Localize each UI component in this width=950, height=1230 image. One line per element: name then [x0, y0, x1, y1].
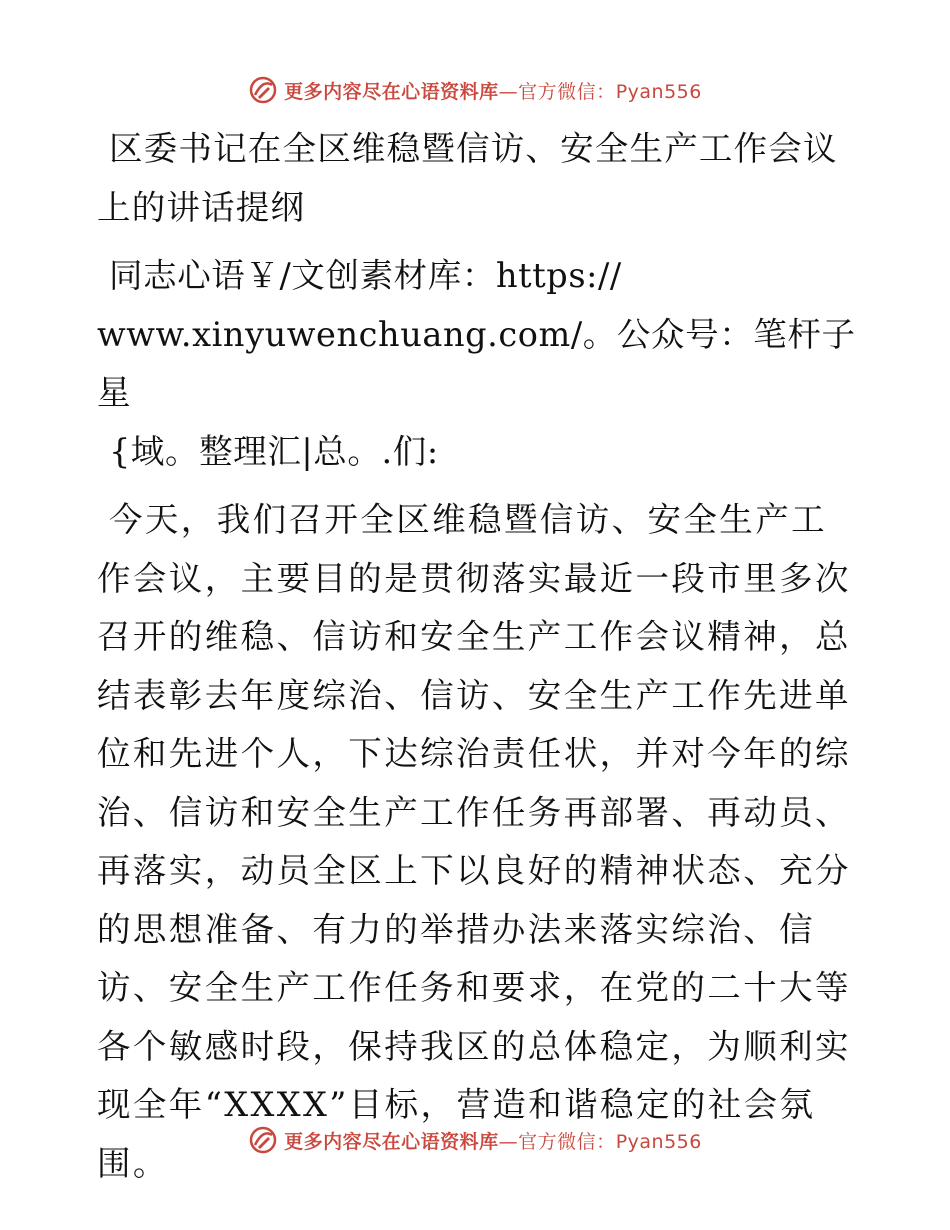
source-line: {域。整理汇|总。.们: — [109, 431, 439, 471]
source-url-line: www.xinyuwenchuang.com/。公众号：笔杆子星 — [97, 314, 856, 412]
red-swirl-pen-logo-icon — [248, 75, 278, 105]
source-note — [97, 247, 857, 481]
document-body — [97, 120, 857, 1193]
header-watermark — [0, 70, 950, 110]
source-line: 同志心语￥/文创素材库：https:// — [109, 256, 622, 295]
watermark-text: 更多内容尽在心语资料库—官方微信：Pyan556 — [284, 80, 702, 103]
red-swirl-pen-logo-icon — [248, 1125, 278, 1155]
footer-watermark — [0, 1120, 950, 1160]
document-title: 区委书记在全区维稳暨信访、安全生产工作会议上的讲话提纲 — [97, 129, 838, 227]
watermark-text: 更多内容尽在心语资料库—官方微信：Pyan556 — [284, 1130, 702, 1153]
body-paragraph: 今天，我们召开全区维稳暨信访、安全生产工作会议，主要目的是贯彻落实最近一段市里多次召开的维稳、信访和安全生产工作会议精神，总结表彰去年度综治、信访、安全生产工作先进单位和先进个人，下达综治责任状，并对今年的综治、信访和安全生产工作任务再部署、再动员、再落实，动员全区上下以良好的精神状态、充分的思想准备、有力的举措办法来落实综治、信访、安全生产工作任务和要求，在党的二十大等各个敏感时段，保持我区的总体稳定，为顺利实现全年“XXXX”目标，营造和谐稳定的社会氛围。 — [97, 500, 851, 1183]
